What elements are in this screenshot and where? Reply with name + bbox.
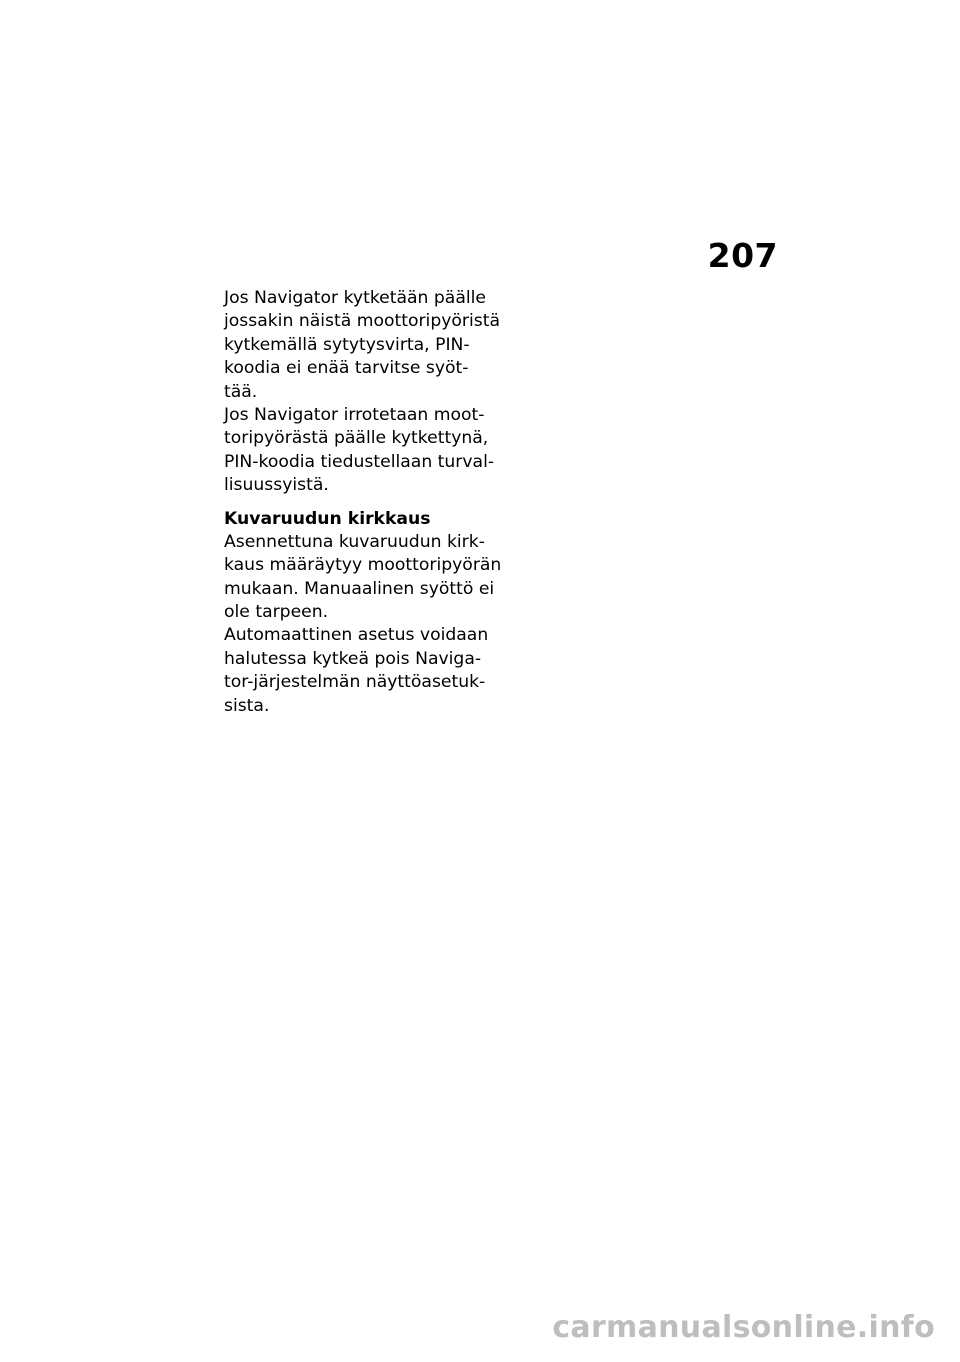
paragraph-navigator-removal (224, 404, 514, 498)
text-line: PIN-koodia tiedustellaan turval- (224, 451, 495, 472)
text-line: lisuussyistä. (224, 475, 329, 496)
text-line: toripyörästä päälle kytkettynä, (224, 428, 489, 449)
page-number: 207 (707, 236, 778, 275)
watermark: carmanualsonline.info (552, 1310, 935, 1345)
paragraph-brightness-auto (224, 531, 514, 625)
text-line: Asennettuna kuvaruudun kirk- (224, 531, 485, 552)
section-heading: Kuvaruudun kirkkaus (224, 508, 431, 529)
text-line: kytkemällä sytytysvirta, PIN- (224, 334, 470, 355)
text-line: koodia ei enää tarvitse syöt- (224, 358, 469, 379)
paragraph-brightness-disable (224, 624, 514, 718)
text-line: sista. (224, 695, 270, 716)
text-line: kaus määräytyy moottoripyörän (224, 555, 502, 576)
text-line: ole tarpeen. (224, 602, 329, 623)
text-line: jossakin näistä moottoripyöristä (224, 311, 500, 332)
text-line: tää. (224, 381, 258, 402)
text-line: tor-järjestelmän näyttöasetuk- (224, 672, 486, 693)
text-column (224, 287, 514, 718)
text-line: Jos Navigator kytketään päälle (224, 288, 486, 308)
text-line: Jos Navigator irrotetaan moot- (224, 404, 485, 425)
text-line: Automaattinen asetus voidaan (224, 625, 489, 646)
text-line: mukaan. Manuaalinen syöttö ei (224, 578, 495, 599)
paragraph-navigator-pin (224, 287, 514, 404)
text-line: halutessa kytkeä pois Naviga- (224, 648, 482, 669)
